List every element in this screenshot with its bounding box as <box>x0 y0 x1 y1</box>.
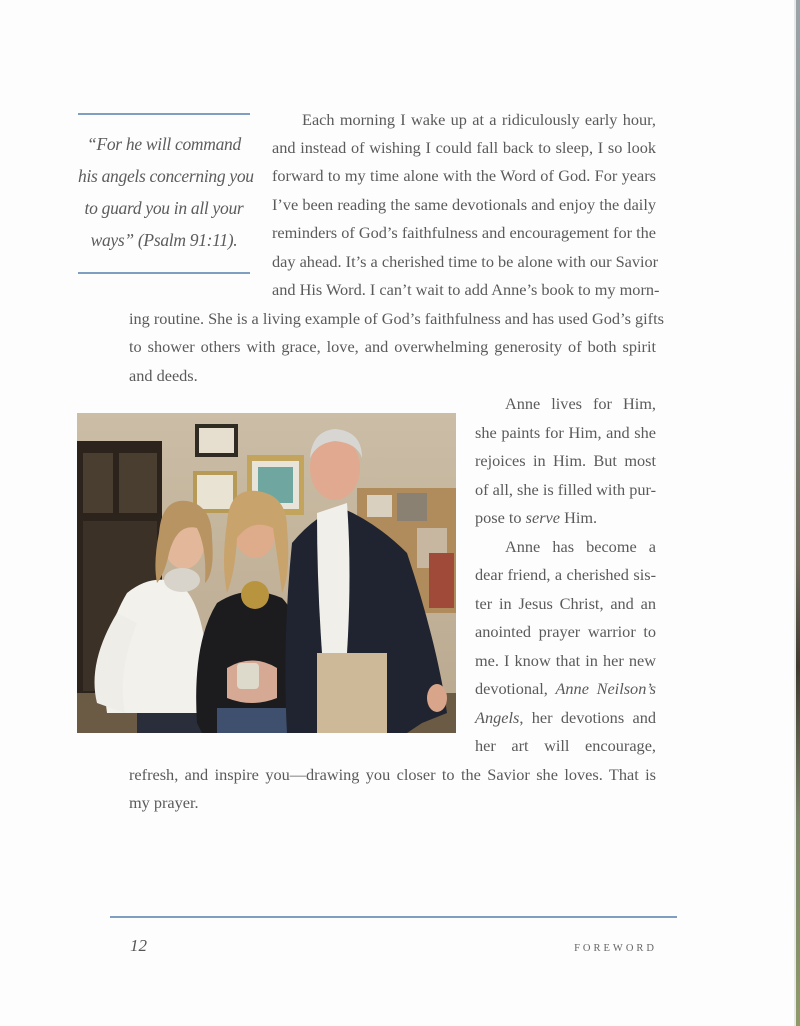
text-run: ter in Jesus Christ, and an <box>475 594 656 613</box>
text-run: devotional, <box>475 679 556 698</box>
text-run: dear friend, a cherished sis- <box>475 565 656 584</box>
body-line: ing routine. She is a living example of God’s faithfulness and has used God’s gifts <box>129 309 664 328</box>
body-line <box>475 675 656 703</box>
text-run: Anne lives for Him, <box>505 394 656 413</box>
body-line <box>475 647 656 675</box>
section-label: FOREWORD <box>574 943 657 954</box>
body-line <box>475 476 656 504</box>
adjacent-page-edge <box>796 0 800 1026</box>
body-line <box>475 732 656 760</box>
body-line: and instead of wishing I could fall back to sleep, I so look <box>272 138 656 157</box>
photo-illustration <box>77 413 456 733</box>
pull-quote-top-rule <box>78 113 250 115</box>
footer-rule <box>110 916 677 918</box>
body-line <box>475 618 656 646</box>
text-run: she paints for Him, and she <box>475 423 656 442</box>
body-line <box>505 533 656 561</box>
text-run: anointed prayer warrior to <box>475 622 656 641</box>
pull-quote-bottom-rule <box>78 272 250 274</box>
text-run: me. I know that in her new <box>475 651 656 670</box>
body-line <box>475 704 656 732</box>
body-line: day ahead. It’s a cherished time to be alone with our Savior <box>272 252 659 271</box>
body-line: refresh, and inspire you—drawing you closer to the Savior she loves. That is <box>129 765 656 784</box>
body-line: Each morning I wake up at a ridiculously early hour, <box>302 110 656 129</box>
book-title: Angels <box>475 708 520 727</box>
pull-quote-line: “For he will command <box>87 134 241 154</box>
book-title: Anne Neilson’s <box>555 679 656 698</box>
page-number: 12 <box>130 936 147 955</box>
body-line <box>475 447 656 475</box>
body-line <box>475 561 656 589</box>
pull-quote <box>78 128 254 256</box>
pull-quote-line: to guard you in all your <box>84 198 244 218</box>
pull-quote-line: his angels concerning you <box>78 166 254 186</box>
emphasis-text: serve <box>525 508 561 527</box>
body-line: forward to my time alone with the Word of God. For years <box>272 166 656 185</box>
body-line: reminders of God’s faithfulness and encouragement for the <box>272 223 656 242</box>
text-run: , her devotions and <box>519 708 656 727</box>
photo <box>77 413 456 733</box>
body-line <box>475 504 656 532</box>
body-line: my prayer. <box>129 793 199 812</box>
text-run: rejoices in Him. But most <box>475 451 656 470</box>
text-run: her art will encourage, <box>475 736 656 755</box>
body-line <box>475 590 656 618</box>
text-run: of all, she is filled with pur- <box>475 480 656 499</box>
pull-quote-line: ways” (Psalm 91:11). <box>90 230 238 250</box>
text-run: pose to <box>475 508 526 527</box>
body-line: and deeds. <box>129 366 198 385</box>
body-line <box>475 419 656 447</box>
text-run: Anne has become a <box>505 537 656 556</box>
body-line: to shower others with grace, love, and overwhelming generosity of both spirit <box>129 337 656 356</box>
body-line: I’ve been reading the same devotionals and enjoy the daily <box>272 195 656 214</box>
text-run: Him. <box>560 508 598 527</box>
body-line: and His Word. I can’t wait to add Anne’s book to my morn- <box>272 280 660 299</box>
body-line <box>505 390 656 418</box>
